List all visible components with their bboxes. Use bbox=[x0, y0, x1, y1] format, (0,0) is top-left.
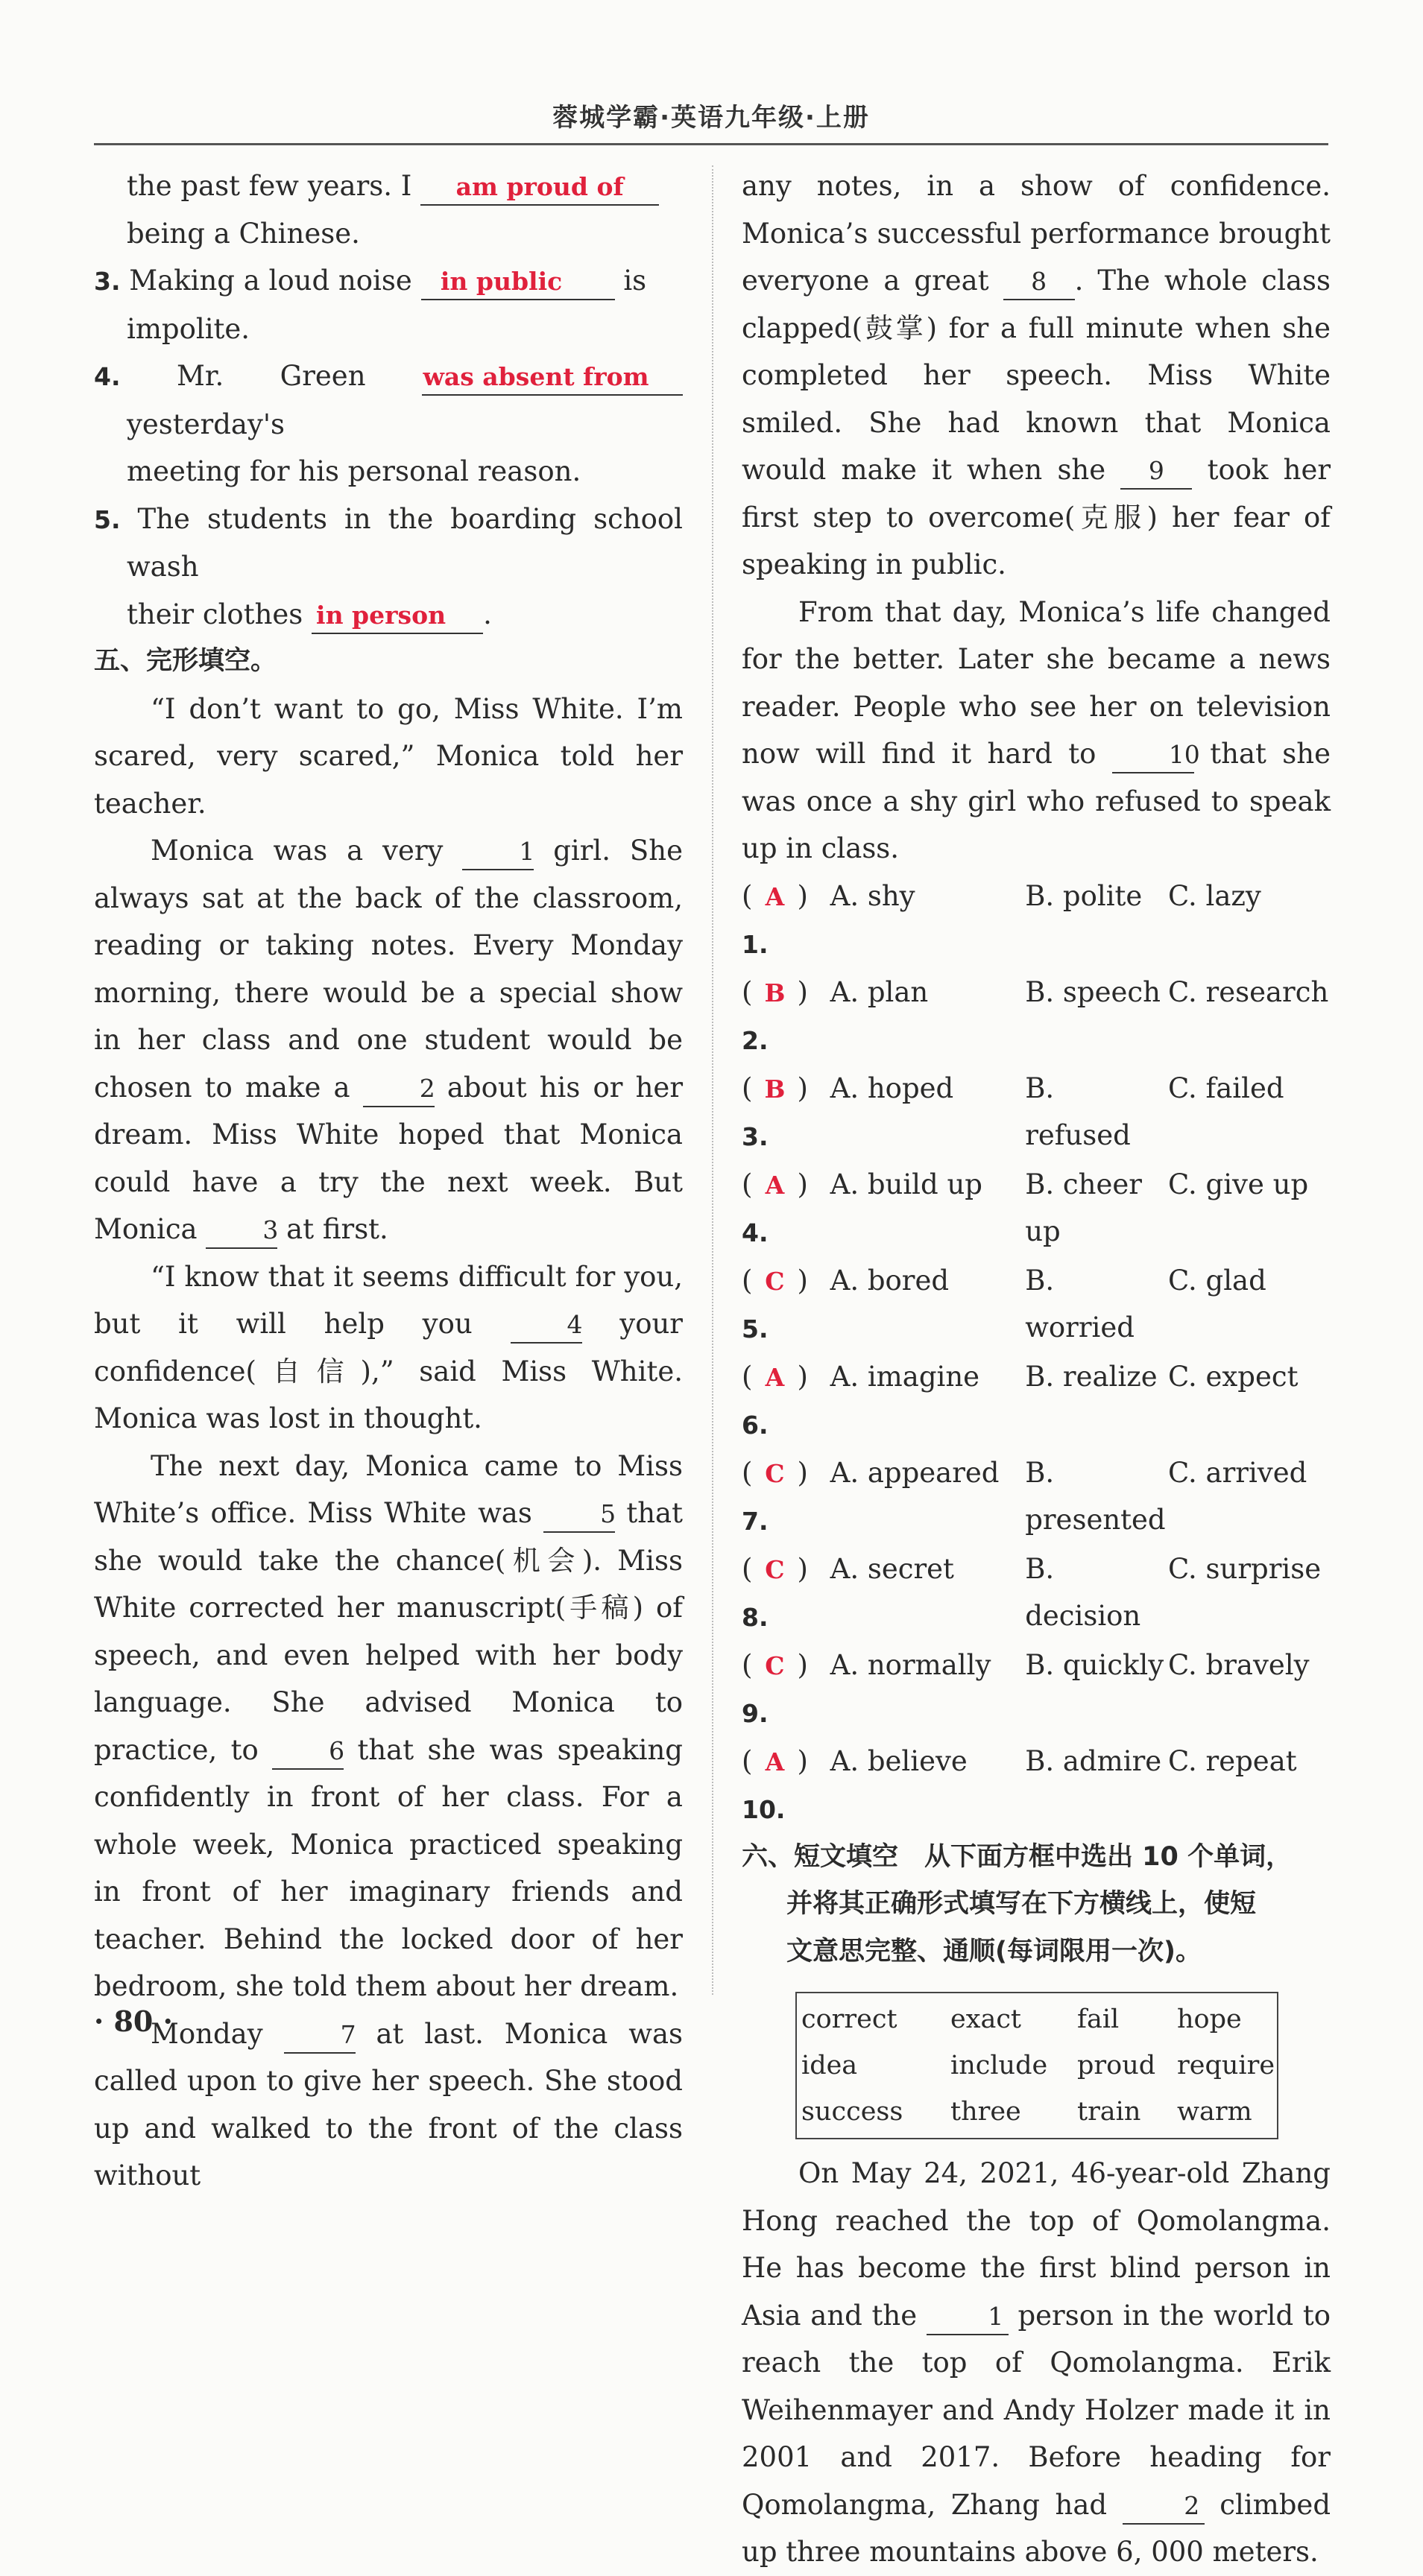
cloze-blank[interactable]: 8 bbox=[1003, 264, 1075, 300]
option-row: ( C )7. A. appeared B. presented C. arrived bbox=[742, 1456, 1307, 1536]
word-bank-item: correct bbox=[801, 2004, 897, 2034]
passage-paragraph: Monica was a very 1 girl. She always sat at the back of the classroom, reading or taking notes. Every Monday morning, there would be a special show in her class and one student would be chosen to make a 2 about his or her dream. Miss White hoped that Monica could have a try the next week. But Monica 3 at first. bbox=[94, 827, 683, 1253]
answer-blank[interactable]: in public bbox=[421, 264, 615, 300]
right-column bbox=[742, 162, 1331, 2576]
answer-blank[interactable]: was absent from bbox=[422, 359, 683, 396]
word-bank-item: require bbox=[1177, 2051, 1275, 2080]
option-row: ( C )9. A. normally B. quickly C. bravely bbox=[742, 1648, 1310, 1728]
header-title: 蓉城学霸·英语九年级·上册 bbox=[552, 103, 870, 133]
cloze-blank[interactable]: 2 bbox=[363, 1071, 435, 1107]
word-bank-item: include bbox=[950, 2051, 1048, 2080]
answer-blank[interactable]: in person bbox=[312, 598, 483, 634]
option-row: ( B )3. A. hoped B. refused C. failed bbox=[742, 1072, 1284, 1151]
cloze-blank[interactable]: 4 bbox=[511, 1307, 582, 1344]
word-bank-item: three bbox=[950, 2097, 1021, 2127]
passage-paragraph: From that day, Monica’s life changed for the better. Later she became a news reader. People who see her on television now will find it hard to 10 that she was once a shy girl who refused to speak up in class. bbox=[742, 595, 1331, 864]
option-row: ( B )2. A. plan B. speech C. research bbox=[742, 975, 1329, 1055]
answer-blank[interactable]: am proud of bbox=[420, 169, 659, 206]
passage-paragraph: any notes, in a show of confidence. Monica’s successful performance brought everyone a great 8 . The whole class clapped(鼓掌) for a full minute when she completed her speech. Miss White smiled. She had known that Monica would make it when she 9 took her first step to overcome(克服) her fear of speaking in public. bbox=[742, 170, 1331, 580]
passage-paragraph: The next day, Monica came to Miss White’s office. Miss White was 5 that she would take the chance(机会). Miss White corrected her manuscript(手稿) of speech, and even helped with her body language. She advised Monica to practice, to 6 that she was speaking confidently in front of her class. For a whole week, Monica practiced speaking in front of her imaginary friends and teacher. Behind the locked door of her bedroom, she told them about her dream. bbox=[94, 1449, 683, 2002]
option-row: ( C )5. A. bored B. worried C. glad bbox=[742, 1264, 1266, 1344]
passage-paragraph: Monday 7 at last. Monica was called upon to give her speech. She stood up and walked to the front of the class without bbox=[94, 2017, 683, 2192]
cloze-blank[interactable]: 6 bbox=[272, 1733, 344, 1770]
option-row: ( A )1. A. shy B. polite C. lazy bbox=[742, 879, 1261, 959]
page-header bbox=[94, 97, 1328, 145]
q2-continued: the past few years. I am proud of being a Chinese. bbox=[94, 162, 683, 257]
word-bank-item: train bbox=[1077, 2097, 1141, 2127]
cloze-blank[interactable]: 7 bbox=[284, 2017, 356, 2054]
word-bank-item: warm bbox=[1177, 2097, 1252, 2127]
word-bank-item: fail bbox=[1077, 2004, 1120, 2034]
word-bank-item: proud bbox=[1077, 2051, 1156, 2080]
option-row: ( A )6. A. imagine B. realize C. expect bbox=[742, 1360, 1299, 1440]
passage-paragraph: “I don’t want to go, Miss White. I’m scared, very scared,” Monica told her teacher. bbox=[94, 692, 683, 820]
cloze-blank[interactable]: 9 bbox=[1120, 453, 1192, 490]
word-bank-item: success bbox=[801, 2097, 903, 2127]
question-3: 3. Making a loud noise in public is impolite. bbox=[94, 265, 647, 345]
fill-blank[interactable]: 2 bbox=[1123, 2488, 1205, 2525]
fill-blank[interactable]: 1 bbox=[927, 2299, 1009, 2335]
cloze-blank[interactable]: 1 bbox=[462, 834, 534, 870]
question-4: 4. Mr. Green was absent from yesterday's meeting for his personal reason. bbox=[94, 352, 683, 496]
option-row: ( C )8. A. secret B. decision C. surprise bbox=[742, 1552, 1322, 1632]
cloze-blank[interactable]: 3 bbox=[206, 1212, 277, 1249]
section-5-title: 五、完形填空。 bbox=[94, 646, 277, 676]
left-column bbox=[94, 162, 683, 2200]
option-row: ( A )10. A. believe B. admire C. repeat bbox=[742, 1744, 1297, 1824]
column-divider bbox=[712, 165, 713, 1995]
word-bank-item: hope bbox=[1177, 2004, 1242, 2034]
word-bank bbox=[795, 1992, 1278, 2139]
cloze-blank[interactable]: 10 bbox=[1112, 737, 1194, 773]
word-bank-item: exact bbox=[950, 2004, 1021, 2034]
question-5: 5. The students in the boarding school wash their clothes in person . bbox=[94, 496, 683, 639]
passage-paragraph: “I know that it seems difficult for you, but it will help you 4 your confidence(自信),” said Miss White. Monica was lost in thought. bbox=[94, 1260, 683, 1434]
passage-paragraph: On May 24, 2021, 46-year-old Zhang Hong reached the top of Qomolangma. He has become the first blind person in Asia and the 1 person in the world to reach the top of Qomolangma. Erik Weihenmayer and Andy Holzer made it in 2001 and 2017. Before heading for Qomolangma, Zhang had 2 climbed up three mountains above 6, 000 meters. bbox=[742, 2157, 1331, 2568]
page-number: · 80 · bbox=[94, 2004, 173, 2038]
options-list bbox=[742, 873, 1331, 1834]
option-row: ( A )4. A. build up B. cheer up C. give up bbox=[742, 1168, 1309, 1247]
section-6-title: 六、短文填空 从下面方框中选出 10 个单词， 并将其正确形式填写在下方横线上，使短 文意思完整、通顺(每词限用一次)。 bbox=[742, 1841, 1293, 1966]
cloze-blank[interactable]: 5 bbox=[543, 1496, 615, 1533]
word-bank-item: idea bbox=[801, 2051, 858, 2080]
